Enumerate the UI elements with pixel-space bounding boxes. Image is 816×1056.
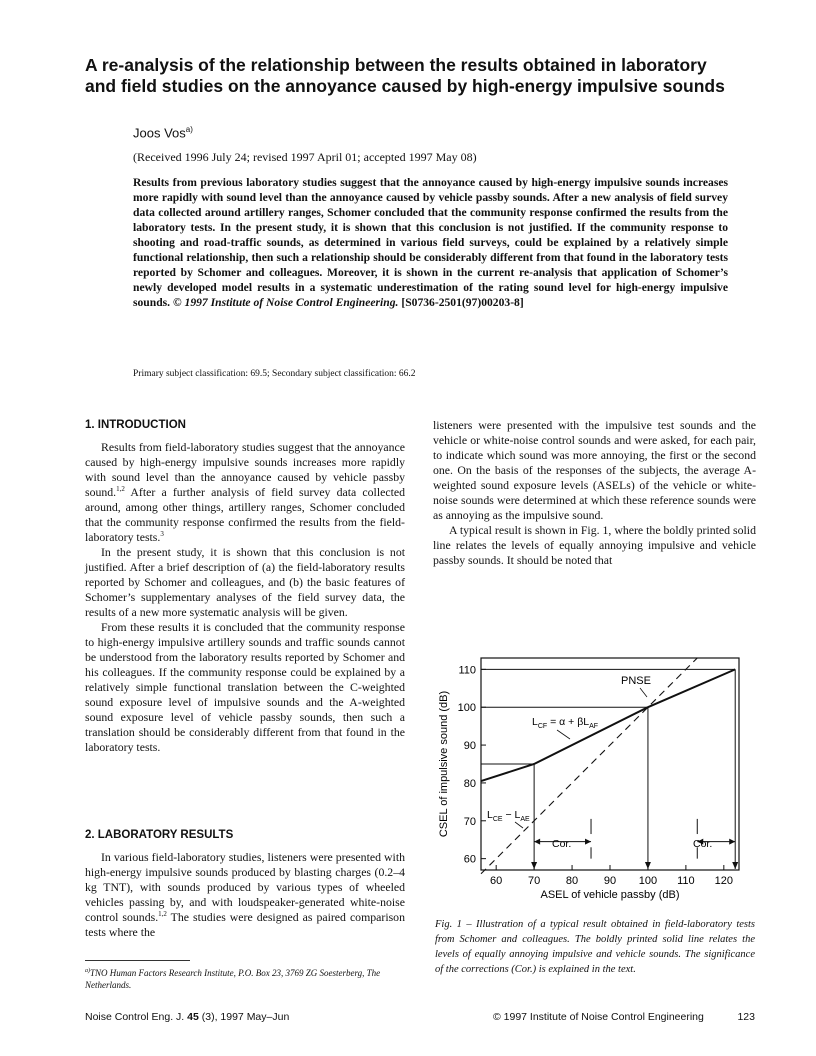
pnse-label: PNSE: [621, 675, 651, 687]
figure-caption: [435, 917, 755, 977]
x-tick-label: 70: [527, 875, 541, 887]
citation-ref: 1,2: [158, 910, 167, 919]
y-tick-label: 70: [463, 815, 476, 828]
correction-arrow: [585, 839, 591, 845]
figure-1-chart: [425, 648, 755, 910]
caption-label: Fig. 1 –: [435, 919, 472, 930]
article-title: A re-analysis of the relationship between the results obtained in laboratory and field studies on the annoyance caused by high-energy impulsive sounds: [85, 55, 725, 96]
lab-p1-text: In various field-laboratory studies, listeners were presented with high-energy impulsive sounds produced by blasting charges (0.2–4 kg TNT), with sounds produced by various types of wheeled vehicles passing by, and with loudspeaker-generated white-noise control sounds.: [85, 850, 405, 924]
caption-text: Illustration of a typical result obtained in field-laboratory tests from Schomer and colleagues. The boldly printed solid line relates the levels of equally annoying impulsive and vehicle sounds. The significance of the corrections (Cor.) is explained in the text.: [435, 919, 755, 975]
guide-arrowhead: [732, 862, 738, 869]
journal-name: Noise Control Eng. J.: [85, 1011, 188, 1023]
correction-label-right: Cor.: [693, 838, 713, 850]
abstract-text: Results from previous laboratory studies suggest that the annoyance caused by high-energy impulsive sounds increases more rapidly with sound level than the annoyance caused by vehicle passby sounds. After a new analysis of field survey data collected around artillery ranges, Schomer concluded that the community response confirmed the results from the laboratory tests. In the present study, it is shown that this conclusion is not justified. If the community response to shooting and road-traffic sounds, as determined in various field surveys, could be explained by a relatively simple functional relationship, then such a relationship should be considerably different from that found in the laboratory tests reported by Schomer and colleagues. Moreover, it is shown in the current re-analysis that application of Schomer’s newly developed model results in a systematic underestimation of the rating sound level for high-energy impulsive sounds.: [133, 176, 728, 309]
correction-arrow: [534, 839, 540, 845]
footnote-divider: [85, 960, 190, 961]
pnse-leader: [640, 688, 647, 697]
laboratory-section: [85, 828, 405, 940]
journal-issue: (3), 1997 May–Jun: [198, 1011, 290, 1023]
y-tick-label: 60: [463, 853, 476, 866]
author: [133, 125, 193, 140]
guide-arrowhead: [645, 862, 651, 869]
footnote-text: TNO Human Factors Research Institute, P.O. Box 23, 3769 ZG Soesterberg, The Netherlands.: [85, 968, 381, 990]
footnote-mark: a): [85, 968, 90, 974]
x-axis-label: ASEL of vehicle passby (dB): [540, 889, 680, 901]
y-axis-label: CSEL of impulsive sound (dB): [438, 690, 450, 838]
laboratory-heading: 2. LABORATORY RESULTS: [85, 829, 234, 841]
citation-ref: 1,2: [116, 485, 125, 494]
intro-p1-text: Results from field-laboratory studies suggest that the annoyance caused by high-energy impulsive sounds increases more rapidly with sound level than the annoyance caused by vehicle passby sound.: [85, 440, 405, 499]
intro-paragraph-3: From these results it is concluded that the community response to high-energy impulsive artillery sounds and traffic sounds cannot be understood from the laboratory results reported by Schomer and his colleagues. If the community response could be explained by a relatively simple functional translation between the C-weighted sound exposure level of impulsive sounds and the A-weighted sound exposure level of vehicle passby sounds, then such a translation should be considerably different from that found in the laboratory tests.: [85, 620, 405, 754]
abstract-copyright: © 1997 Institute of Noise Control Engineering.: [172, 296, 399, 309]
equation-leader: [557, 730, 570, 739]
y-tick-label: 100: [457, 702, 476, 715]
right-paragraph-1: listeners were presented with the impulsive test sounds and the vehicle or white-noise control sounds and were asked, for each pair, to indicate which sound was more annoying, the first or the second one. On the basis of the responses of the subjects, the average A-weighted sound exposure levels (ASELs) of the vehicle or white-noise sounds were determined at which these reference sounds were as annoying as the impulsive sound.: [433, 418, 756, 522]
correction-label-left: Cor.: [552, 838, 572, 850]
y-tick-label: 110: [458, 664, 476, 677]
x-axis: [490, 865, 733, 887]
intro-paragraph-1: [85, 440, 405, 545]
x-tick-label: 100: [638, 875, 658, 887]
introduction-section: [85, 418, 405, 755]
right-column-text: [433, 418, 756, 568]
subject-classification: Primary subject classification: 69.5; Secondary subject classification: 66.2: [133, 369, 416, 379]
x-tick-label: 90: [603, 875, 617, 887]
abstract-code: [S0736-2501(97)00203-8]: [401, 296, 524, 309]
footer-copyright: © 1997 Institute of Noise Control Engineering: [493, 1011, 704, 1023]
citation-ref: 3: [160, 530, 164, 539]
difference-label: $L_{CE} - L_{AE}$: [487, 809, 530, 823]
x-tick-label: 110: [677, 875, 695, 887]
author-footnote-mark: a): [185, 125, 193, 134]
lab-paragraph-1: [85, 850, 405, 940]
lab-p1-text-cont: The studies were designed as paired comparison tests where the: [85, 910, 405, 939]
page-number: 123: [737, 1011, 755, 1023]
y-axis: [458, 664, 486, 865]
intro-p1-text-cont: After a further analysis of field survey data collected around, among other things, artillery ranges, Schomer concluded that the community response confirmed the results from the field-laboratory tests.: [85, 485, 405, 544]
equation-label: $L_{CF} = \alpha + \beta L_{AF}$: [532, 716, 599, 730]
abstract: [133, 175, 728, 310]
journal-volume: 45: [187, 1011, 199, 1023]
author-name: Joos Vos: [133, 125, 186, 141]
intro-paragraph-2: In the present study, it is shown that this conclusion is not justified. After a brief description of (a) the field-laboratory results reported by Schomer and colleagues, and (b) the basic features of Schomer’s supplementary analyses of the field survey data, the results of a new more systematic analysis will be given.: [85, 545, 405, 619]
right-paragraph-2: A typical result is shown in Fig. 1, where the boldly printed solid line relates the levels of equally annoying impulsive and vehicle passby sounds. It should be noted that: [433, 523, 756, 567]
y-tick-label: 90: [463, 740, 476, 753]
introduction-heading: 1. INTRODUCTION: [85, 419, 186, 431]
guide-arrowhead: [531, 862, 537, 869]
footnote: [85, 965, 405, 991]
received-dates: (Received 1996 July 24; revised 1997 April 01; accepted 1997 May 08): [133, 150, 477, 164]
x-tick-label: 120: [714, 875, 734, 887]
x-tick-label: 60: [490, 875, 503, 887]
journal-citation: [85, 1011, 289, 1023]
y-tick-label: 80: [463, 777, 476, 790]
correction-arrow: [729, 839, 735, 845]
x-tick-label: 80: [565, 875, 579, 887]
